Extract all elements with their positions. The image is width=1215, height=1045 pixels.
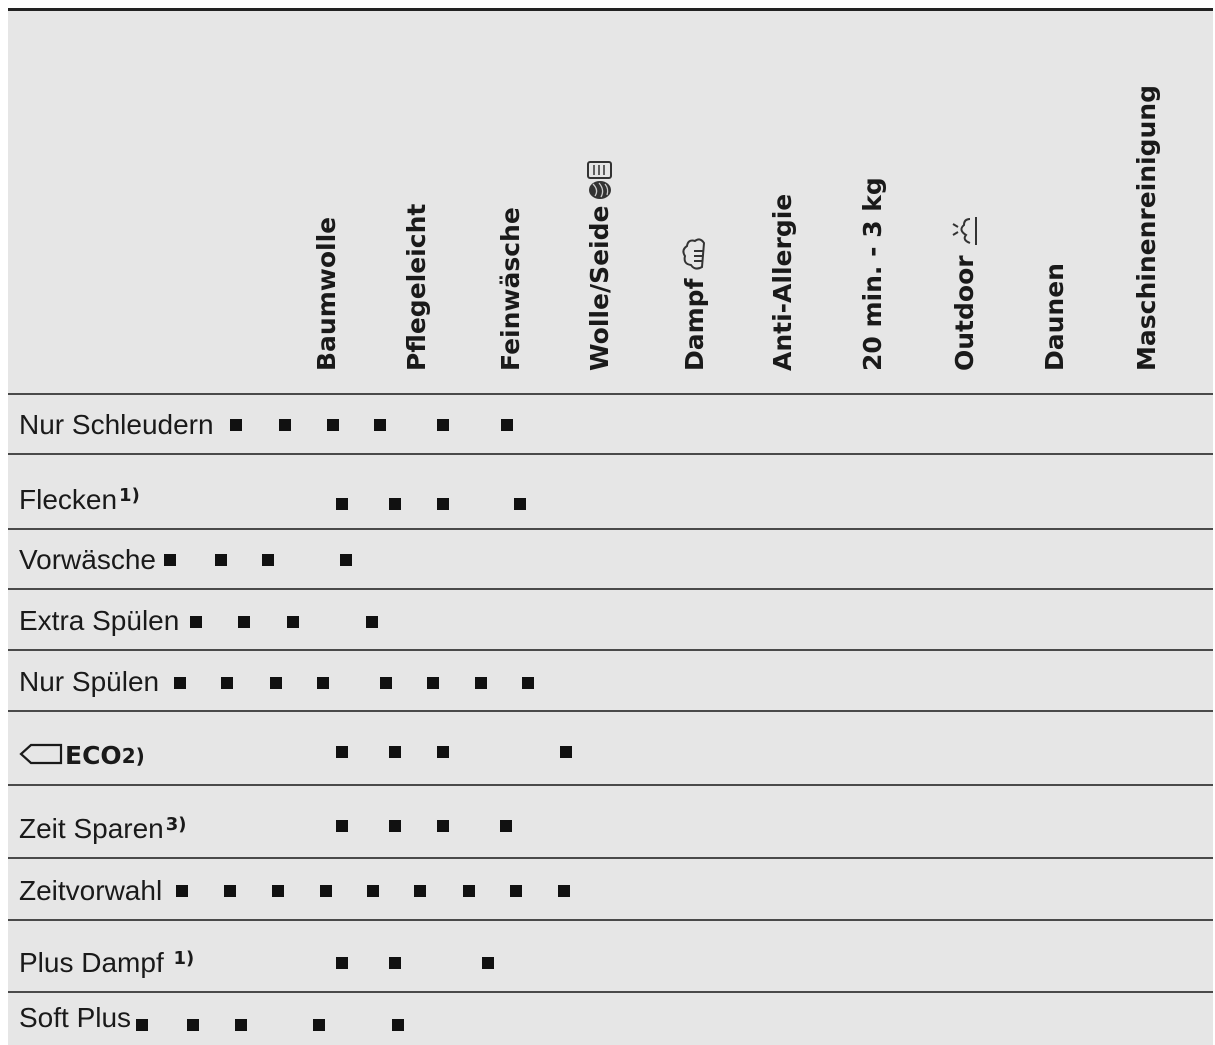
option-mark <box>270 677 282 689</box>
option-mark <box>238 616 250 628</box>
option-mark <box>336 957 348 969</box>
option-mark <box>392 1019 404 1031</box>
option-mark <box>287 616 299 628</box>
row-label <box>19 875 162 907</box>
option-mark <box>475 677 487 689</box>
option-mark <box>427 677 439 689</box>
column-header-baumwolle <box>312 217 342 371</box>
option-mark <box>510 885 522 897</box>
option-mark <box>221 677 233 689</box>
row-label-text: Nur Schleudern <box>19 409 214 440</box>
option-mark <box>327 419 339 431</box>
column-header-anti-allergie <box>768 194 798 371</box>
footnote-ref: 3) <box>165 814 187 835</box>
column-label: Outdoor <box>950 255 979 371</box>
table-row <box>8 530 1213 590</box>
row-label-text: Flecken <box>19 484 118 515</box>
column-header-pflegeleicht <box>402 204 432 371</box>
column-label: Anti-Allergie <box>768 193 797 371</box>
option-mark <box>437 498 449 510</box>
option-mark <box>374 419 386 431</box>
option-mark <box>437 419 449 431</box>
row-label-text: Vorwäsche <box>19 544 156 575</box>
option-mark <box>164 554 176 566</box>
wool-silk-icon <box>585 160 615 206</box>
table-row <box>8 455 1213 530</box>
option-mark <box>187 1019 199 1031</box>
table-row <box>8 921 1213 993</box>
table-row <box>8 590 1213 651</box>
option-mark <box>366 616 378 628</box>
column-label: Dampf <box>680 278 709 371</box>
option-mark <box>463 885 475 897</box>
option-mark <box>501 419 513 431</box>
column-header-dampf <box>680 233 710 371</box>
footnote-ref: 1) <box>173 948 195 969</box>
row-label-text: Plus Dampf <box>19 947 172 978</box>
option-mark <box>500 820 512 832</box>
option-mark <box>190 616 202 628</box>
option-mark <box>437 820 449 832</box>
column-label: Maschinenreinigung <box>1132 85 1161 371</box>
column-header-daunen <box>1040 263 1070 371</box>
row-label-text: Nur Spülen <box>19 666 160 697</box>
row-label <box>19 740 145 772</box>
option-mark <box>136 1019 148 1031</box>
row-label <box>19 947 194 979</box>
option-mark <box>414 885 426 897</box>
option-mark <box>313 1019 325 1031</box>
column-label: Feinwäsche <box>496 207 525 371</box>
column-label: 20 min. - 3 kg <box>858 177 887 371</box>
column-label: Baumwolle <box>312 216 341 371</box>
row-label <box>19 605 179 637</box>
footnote-ref: 2) <box>121 744 145 768</box>
row-label-text: Zeit Sparen <box>19 813 164 844</box>
option-mark <box>380 677 392 689</box>
option-mark <box>262 554 274 566</box>
eco-tag-icon <box>19 740 63 772</box>
column-header-row <box>8 11 1213 395</box>
option-mark <box>482 957 494 969</box>
option-mark <box>176 885 188 897</box>
steam-icon <box>680 233 710 279</box>
option-mark <box>558 885 570 897</box>
column-header-20-min-3-kg <box>858 177 888 371</box>
row-label-text: Extra Spülen <box>19 605 180 636</box>
column-header-feinwäsche <box>496 207 526 371</box>
row-label <box>19 813 187 845</box>
row-label-text: Soft Plus <box>19 1002 132 1033</box>
option-mark <box>320 885 332 897</box>
table-row <box>8 712 1213 786</box>
row-label <box>19 409 214 441</box>
footnote-ref: 1) <box>119 485 140 506</box>
column-label: Daunen <box>1040 263 1069 371</box>
option-mark <box>215 554 227 566</box>
option-mark <box>389 820 401 832</box>
table-row <box>8 651 1213 712</box>
eco-text: ECO <box>65 741 122 770</box>
option-mark <box>437 746 449 758</box>
table-row <box>8 859 1213 921</box>
column-label: Pflegeleicht <box>402 203 431 371</box>
option-mark <box>389 746 401 758</box>
column-header-wolle-seide <box>585 160 615 371</box>
table-row <box>8 395 1213 455</box>
option-mark <box>340 554 352 566</box>
row-label <box>19 1002 131 1034</box>
row-label-text: Zeitvorwahl <box>19 875 163 906</box>
option-mark <box>514 498 526 510</box>
option-mark <box>336 820 348 832</box>
row-label <box>19 484 140 516</box>
option-mark <box>560 746 572 758</box>
option-mark <box>224 885 236 897</box>
option-mark <box>235 1019 247 1031</box>
option-mark <box>317 677 329 689</box>
option-mark <box>389 957 401 969</box>
option-mark <box>279 419 291 431</box>
column-header-outdoor <box>950 209 980 371</box>
column-label: Wolle/Seide <box>585 205 614 371</box>
option-mark <box>272 885 284 897</box>
option-mark <box>389 498 401 510</box>
option-mark <box>230 419 242 431</box>
row-label <box>19 544 156 576</box>
row-label <box>19 666 159 698</box>
option-mark <box>367 885 379 897</box>
program-options-table <box>8 8 1213 1045</box>
outdoor-icon <box>950 209 980 255</box>
option-mark <box>174 677 186 689</box>
column-header-maschinenreinigung <box>1132 85 1162 371</box>
option-mark <box>336 746 348 758</box>
option-mark <box>522 677 534 689</box>
option-mark <box>336 498 348 510</box>
table-row <box>8 786 1213 859</box>
table-row <box>8 993 1213 1045</box>
